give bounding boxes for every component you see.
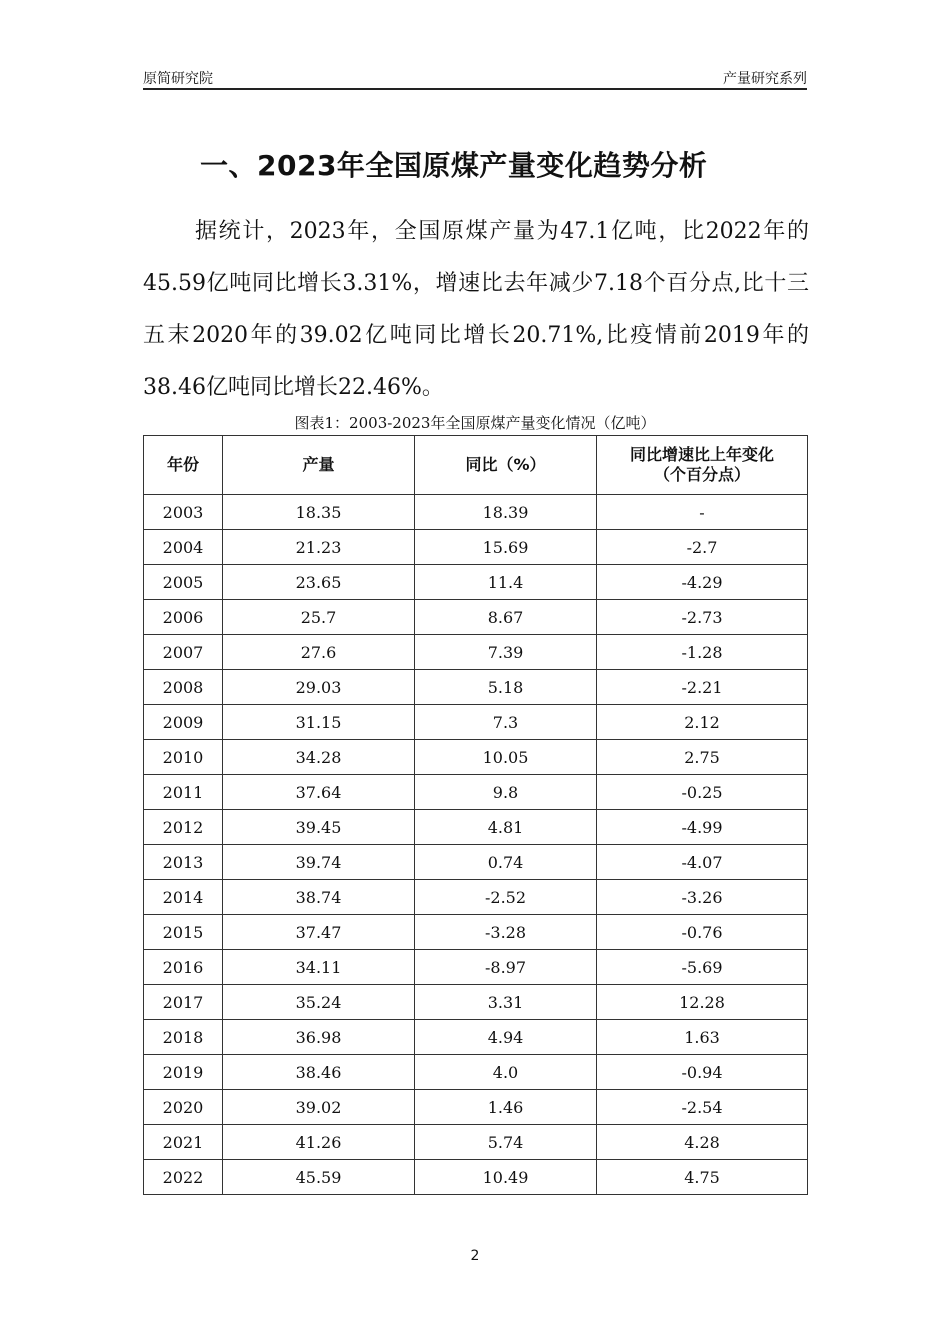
- cell-year: 2014: [144, 880, 223, 915]
- table-row: [144, 530, 808, 565]
- cell-yoy: 7.39: [415, 635, 597, 670]
- cell-output: 34.28: [223, 740, 415, 775]
- cell-year: 2018: [144, 1020, 223, 1055]
- table-row: [144, 1125, 808, 1160]
- table-row: [144, 775, 808, 810]
- header-org: 原简研究院: [143, 71, 213, 87]
- table-row: [144, 880, 808, 915]
- table-row: [144, 1020, 808, 1055]
- cell-change: 1.63: [597, 1020, 808, 1055]
- cell-output: 21.23: [223, 530, 415, 565]
- cell-change: -1.28: [597, 635, 808, 670]
- table-row: [144, 915, 808, 950]
- table-header-row: [144, 436, 808, 495]
- cell-year: 2003: [144, 495, 223, 530]
- cell-yoy: 3.31: [415, 985, 597, 1020]
- cell-yoy: 15.69: [415, 530, 597, 565]
- cell-change: -2.54: [597, 1090, 808, 1125]
- cell-yoy: 5.18: [415, 670, 597, 705]
- cell-change: -3.26: [597, 880, 808, 915]
- table-row: [144, 845, 808, 880]
- cell-year: 2017: [144, 985, 223, 1020]
- cell-yoy: 11.4: [415, 565, 597, 600]
- section-title: 一、2023年全国原煤产量变化趋势分析: [200, 149, 708, 182]
- table-body: [144, 495, 808, 1195]
- table-row: [144, 985, 808, 1020]
- cell-yoy: 4.94: [415, 1020, 597, 1055]
- cell-yoy: -8.97: [415, 950, 597, 985]
- cell-yoy: 9.8: [415, 775, 597, 810]
- cell-year: 2012: [144, 810, 223, 845]
- cell-yoy: 7.3: [415, 705, 597, 740]
- cell-year: 2005: [144, 565, 223, 600]
- table-row: [144, 1160, 808, 1195]
- cell-change: 4.75: [597, 1160, 808, 1195]
- cell-output: 34.11: [223, 950, 415, 985]
- col-header-output: 产量: [223, 436, 415, 495]
- cell-yoy: 10.49: [415, 1160, 597, 1195]
- cell-year: 2020: [144, 1090, 223, 1125]
- cell-output: 29.03: [223, 670, 415, 705]
- table-row: [144, 705, 808, 740]
- cell-output: 39.02: [223, 1090, 415, 1125]
- cell-output: 37.47: [223, 915, 415, 950]
- cell-change: -0.94: [597, 1055, 808, 1090]
- cell-yoy: 4.0: [415, 1055, 597, 1090]
- table-row: [144, 1090, 808, 1125]
- table-row: [144, 1055, 808, 1090]
- cell-output: 38.74: [223, 880, 415, 915]
- cell-change: -4.07: [597, 845, 808, 880]
- cell-year: 2022: [144, 1160, 223, 1195]
- cell-output: 41.26: [223, 1125, 415, 1160]
- cell-output: 39.45: [223, 810, 415, 845]
- header-series: 产量研究系列: [723, 71, 807, 87]
- cell-change: 2.12: [597, 705, 808, 740]
- cell-output: 37.64: [223, 775, 415, 810]
- cell-change: 12.28: [597, 985, 808, 1020]
- page-header: [143, 66, 807, 90]
- cell-output: 23.65: [223, 565, 415, 600]
- cell-change: -0.76: [597, 915, 808, 950]
- cell-change: 2.75: [597, 740, 808, 775]
- cell-year: 2019: [144, 1055, 223, 1090]
- cell-change: -0.25: [597, 775, 808, 810]
- table-row: [144, 950, 808, 985]
- body-paragraph: 据统计，2023年，全国原煤产量为47.1亿吨，比2022年的45.59亿吨同比增长3.31%，增速比去年减少7.18个百分点,比十三五末2020年的39.02亿吨同比增长20.71%,比疫情前2019年的38.46亿吨同比增长22.46%。: [143, 219, 809, 400]
- cell-yoy: 4.81: [415, 810, 597, 845]
- table-row: [144, 740, 808, 775]
- cell-output: 39.74: [223, 845, 415, 880]
- cell-year: 2009: [144, 705, 223, 740]
- cell-output: 38.46: [223, 1055, 415, 1090]
- table-row: [144, 635, 808, 670]
- cell-output: 35.24: [223, 985, 415, 1020]
- cell-change: -4.29: [597, 565, 808, 600]
- table-row: [144, 670, 808, 705]
- table-row: [144, 495, 808, 530]
- cell-year: 2021: [144, 1125, 223, 1160]
- cell-change: -2.7: [597, 530, 808, 565]
- page-number: 2: [470, 1248, 480, 1264]
- cell-output: 27.6: [223, 635, 415, 670]
- table-row: [144, 600, 808, 635]
- cell-year: 2015: [144, 915, 223, 950]
- table-caption: 图表1：2003-2023年全国原煤产量变化情况（亿吨）: [294, 414, 656, 432]
- cell-yoy: 8.67: [415, 600, 597, 635]
- cell-yoy: -2.52: [415, 880, 597, 915]
- cell-year: 2008: [144, 670, 223, 705]
- col-header-change: 同比增速比上年变化 （个百分点）: [597, 436, 808, 495]
- table-row: [144, 565, 808, 600]
- cell-year: 2013: [144, 845, 223, 880]
- cell-yoy: 0.74: [415, 845, 597, 880]
- cell-yoy: 18.39: [415, 495, 597, 530]
- production-table: [143, 435, 808, 1195]
- cell-output: 45.59: [223, 1160, 415, 1195]
- cell-yoy: 10.05: [415, 740, 597, 775]
- cell-year: 2006: [144, 600, 223, 635]
- cell-output: 25.7: [223, 600, 415, 635]
- cell-output: 31.15: [223, 705, 415, 740]
- cell-change: -2.73: [597, 600, 808, 635]
- cell-change: -5.69: [597, 950, 808, 985]
- cell-year: 2016: [144, 950, 223, 985]
- cell-yoy: -3.28: [415, 915, 597, 950]
- cell-change: 4.28: [597, 1125, 808, 1160]
- cell-change: -: [597, 495, 808, 530]
- col-header-year: 年份: [144, 436, 223, 495]
- cell-change: -4.99: [597, 810, 808, 845]
- col-header-yoy: 同比（%）: [415, 436, 597, 495]
- cell-year: 2010: [144, 740, 223, 775]
- table-row: [144, 810, 808, 845]
- cell-year: 2007: [144, 635, 223, 670]
- cell-output: 36.98: [223, 1020, 415, 1055]
- cell-year: 2011: [144, 775, 223, 810]
- cell-year: 2004: [144, 530, 223, 565]
- cell-output: 18.35: [223, 495, 415, 530]
- cell-change: -2.21: [597, 670, 808, 705]
- cell-yoy: 5.74: [415, 1125, 597, 1160]
- cell-yoy: 1.46: [415, 1090, 597, 1125]
